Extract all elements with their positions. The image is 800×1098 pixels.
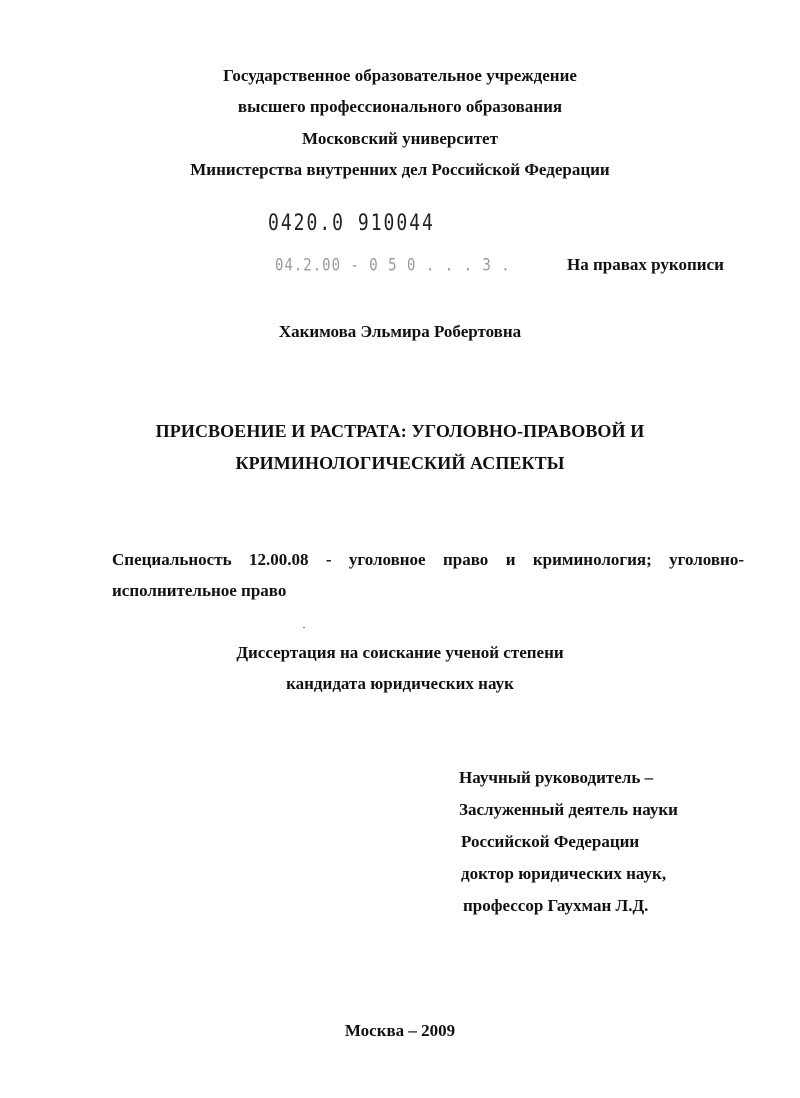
author-name: Хакимова Эльмира Робертовна <box>278 322 522 341</box>
library-stamp-faded: 04.2.00 - 0 5 0 . . . 3 . <box>275 256 511 276</box>
city-year: Москва – 2009 <box>344 1021 456 1040</box>
institution-line-2: высшего профессионального образования <box>237 97 563 116</box>
library-stamp-number: 0420.0 910044 <box>268 210 435 237</box>
degree-line-2: кандидата юридических наук <box>286 674 514 693</box>
institution-line-1: Государственное образовательное учреждение <box>223 66 577 85</box>
dissertation-title-line-1: ПРИСВОЕНИЕ И РАСТРАТА: УГОЛОВНО-ПРАВОВОЙ И <box>155 421 645 441</box>
supervisor-line-2: Заслуженный деятель науки <box>459 800 678 819</box>
scan-speck <box>303 627 305 628</box>
specialty-line-1: Специальность 12.00.08 - уголовное право и криминология; уголовно- <box>112 550 744 569</box>
supervisor-line-3: Российской Федерации <box>461 832 640 851</box>
manuscript-note: На правах рукописи <box>567 255 724 274</box>
specialty-line-2: исполнительное право <box>112 581 287 600</box>
supervisor-line-5: профессор Гаухман Л.Д. <box>463 896 649 915</box>
dissertation-title-line-2: КРИМИНОЛОГИЧЕСКИЙ АСПЕКТЫ <box>235 453 565 473</box>
institution-line-3: Московский университет <box>302 129 498 148</box>
supervisor-line-1: Научный руководитель – <box>459 768 654 787</box>
institution-line-4: Министерства внутренних дел Российской Федерации <box>190 160 610 179</box>
degree-line-1: Диссертация на соискание ученой степени <box>236 643 564 662</box>
supervisor-line-4: доктор юридических наук, <box>461 864 667 883</box>
